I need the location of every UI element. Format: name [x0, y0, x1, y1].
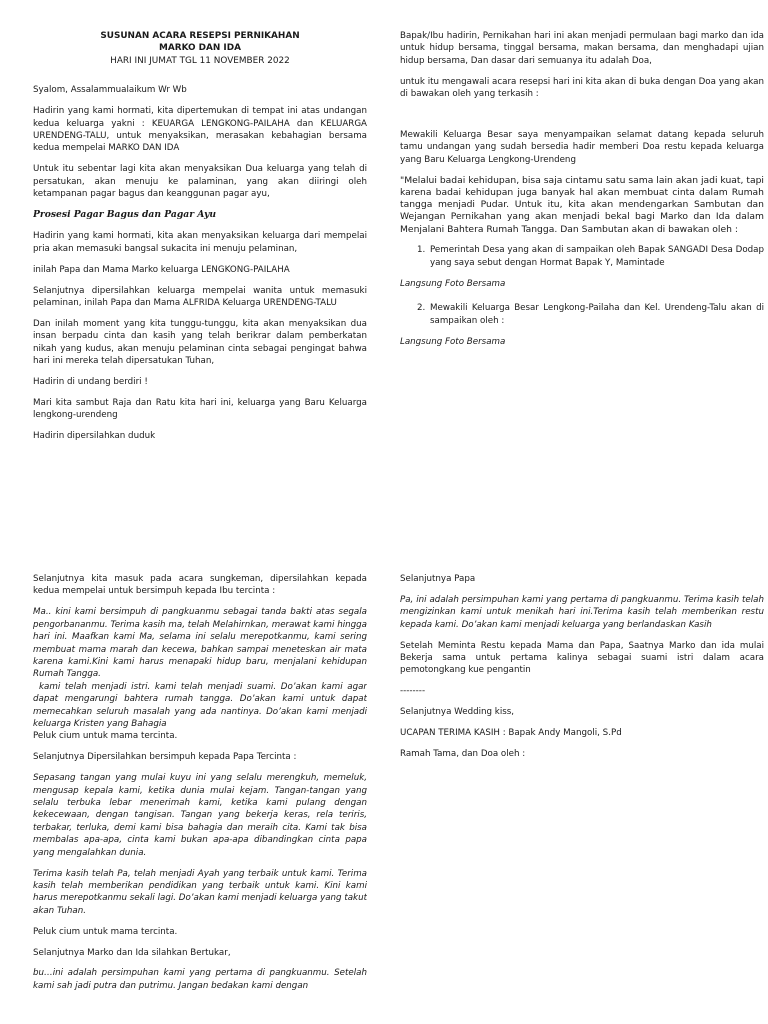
paragraph: Mewakili Keluarga Besar saya menyampaikan selamat datang kepada seluruh tamu undangan yang sudah bersedia hadir memberi Doa restu kepada keluarga yang Baru Keluarga Lengkong-Urendeng	[400, 130, 764, 165]
speech-list	[400, 302, 764, 327]
paragraph: Hadirin yang kami hormati, kita dipertemukan di tempat ini atas undangan kedua keluarga yakni : KEUARGA LENGKONG-PAILAHA dan KELUARGA URENDENG-TALU, untuk menyaksikan, merasakan kebahagian bersama kedua mempelai MARKO DAN IDA	[33, 106, 367, 154]
paragraph: Selanjutnya dipersilahkan keluarga mempelai wanita untuk memasuki pelaminan, inilah Papa dan Mama ALFRIDA Keluarga URENDENG-TALU	[33, 285, 367, 308]
event-date: HARI INI JUMAT TGL 11 NOVEMBER 2022	[110, 55, 290, 66]
paragraph: Selanjutnya Wedding kiss,	[400, 707, 515, 718]
paragraph: untuk itu mengawali acara resepsi hari ini kita akan di buka dengan Doa yang akan di bawakan oleh yang terkasih :	[400, 76, 764, 100]
italic-paragraph: Ma.. kini kami bersimpuh di pangkuanmu sebagai tanda bakti atas segala pengorbananmu. Terima kasih ma, telah Melahirnkan, merawat kami hingga hari ini. Maafkan kami Ma, selama ini selalu merepotkanmu, kami sering membuat mama marah dan kecewa, bahkan sampai meneteskan air mata karena kami.Kini kami harus menapaki hidup baru, menjalani kehidupan Rumah Tangga.	[33, 607, 367, 680]
spacer	[400, 109, 764, 129]
paragraph: Untuk itu sebentar lagi kita akan menyaksikan Dua keluarga yang telah di persatukan, akan menuju ke palaminan, yang akan diiringi oleh ketampanan pagar bagus dan keanggunan pagar ayu,	[33, 164, 367, 200]
page-gap	[0, 520, 768, 565]
page1-left-column	[33, 30, 367, 451]
document-title: SUSUNAN ACARA RESEPSI PERNIKAHAN	[100, 31, 300, 41]
list-item: 1. Pemerintah Desa yang akan di sampaikan oleh Bapak SANGADI Desa Dodap yang saya sebut dengan Hormat Bapak Y, Mamintade	[428, 244, 764, 269]
speech-list	[400, 244, 764, 269]
italic-paragraph: Pa, ini adalah persimpuhan kami yang pertama di pangkuanmu. Terima kasih telah mengizinkan kami untuk menikah hari ini.Terima kasih telah memberikan restu kepada kami. Do’akan kami menjadi keluarga yang berlandaskan Kasih	[400, 594, 764, 630]
italic-paragraph: Terima kasih telah Pa, telah menjadi Ayah yang terbaik untuk kami. Terima kasih telah memberikan pendidikan yang terbaik untuk kami. Kini kami harus merepotkanmu sekali lagi. Do’akan kami menjadi keluarga yang takut akan Tuhan.	[33, 868, 367, 916]
paragraph: Hadirin yang kami hormati, kita akan menyaksikan keluarga dari mempelai pria akan memasuki bangsal sukacita ini menuju pelaminan,	[33, 231, 367, 254]
paragraph: Hadirin di undang berdiri !	[33, 377, 148, 388]
separator-line: --------	[400, 686, 426, 697]
list-item: 2. Mewakili Keluarga Besar Lengkong-Pailaha dan Kel. Urendeng-Talu akan di sampaikan oleh :	[428, 302, 764, 327]
page1-right-column	[400, 30, 764, 361]
paragraph: Bapak/Ibu hadirin, Pernikahan hari ini akan menjadi permulaan bagi marko dan ida untuk hidup bersama, tinggal bersama, makan bersama, dan menghadapi ujian hidup bersama, Dan dasar dari semuanya itu adalah Doa,	[400, 31, 764, 66]
paragraph: UCAPAN TERIMA KASIH : Bapak Andy Mangoli, S.Pd	[400, 728, 622, 739]
document-page-2	[0, 565, 768, 1024]
paragraph: "Melalui badai kehidupan, bisa saja cintamu satu sama lain akan jadi kuat, tapi karena badai kehidupan juga banyak hal akan membuat cinta dalam Rumah tangga menjadi Pudar. Untuk itu, kita akan mendengarkan Sambutan dan Wejangan Pernikahan yang akan menjadi bekal bagi Marko dan Ida dalam Menjalani Bahtera Rumah Tangga. Dan Sambutan akan di bawakan oleh :	[400, 174, 764, 235]
paragraph: Peluk cium untuk mama tercinta.	[33, 731, 178, 742]
italic-paragraph: Sepasang tangan yang mulai kuyu ini yang selalu merengkuh, memeluk, mengusap kepala kami, ketika dunia mulai kejam. Tangan-tangan yang selalu terbuka lebar menerimah kami, ketika kami pulang dengan kekecewaan, dengan tangisan. Tangan yang bekerja keras, rela teriris, terbakar, terluka, demi kami bisa bahagia dan meraih cita. Kami tak bisa membalas apa-apa, cinta kami bukan apa-apa dibandingkan cinta papa yang mengalahkan dunia.	[33, 773, 367, 858]
document-header	[33, 30, 367, 67]
paragraph: Selanjutnya Dipersilahkan bersimpuh kepada Papa Tercinta :	[33, 752, 297, 763]
paragraph: inilah Papa dan Mama Marko keluarga LENGKONG-PAILAHA	[33, 264, 290, 275]
photo-label: Langsung Foto Bersama	[400, 279, 506, 290]
page2-left-column	[33, 573, 367, 1001]
photo-label: Langsung Foto Bersama	[400, 337, 506, 348]
paragraph: Ramah Tama, dan Doa oleh :	[400, 749, 526, 760]
paragraph: Peluk cium untuk mama tercinta.	[33, 926, 178, 937]
paragraph: Selanjutnya kita masuk pada acara sungkeman, dipersilahkan kepada kedua mempelai untuk bersimpuh kepada Ibu tercinta :	[33, 574, 367, 597]
italic-paragraph: bu…ini adalah persimpuhan kami yang pertama di pangkuanmu. Setelah kami sah jadi putra dan putrimu. Jangan bedakan kami dengan	[33, 968, 367, 991]
page2-right-column	[400, 573, 764, 769]
paragraph: Setelah Meminta Restu kepada Mama dan Papa, Saatnya Marko dan ida mulai Bekerja sama untuk pertama kalinya sebagai suami istri dalam acara pemotongkang kue pengantin	[400, 640, 764, 676]
paragraph: Mari kita sambut Raja dan Ratu kita hari ini, keluarga yang Baru Keluarga lengkong-urendeng	[33, 397, 367, 421]
paragraph: Dan inilah moment yang kita tunggu-tunggu, kita akan menyaksikan dua insan berpadu cinta dan kasih yang telah berikrar dalam pemberkatan nikah yang kudus, akan menuju pelaminan cinta sebagai pengingat bahwa hari ini mereka telah dipersatukan Tuhan,	[33, 318, 367, 367]
greeting: Syalom, Assalammualaikum Wr Wb	[33, 85, 187, 96]
paragraph: Selanjutnya Papa	[400, 574, 476, 584]
italic-paragraph: kami telah menjadi istri. kami telah menjadi suami. Do’akan kami agar dapat mengarungi bahtera rumah tangga. Do’akan kami untuk dapat memecahkan seluruh masalah yang ada nantinya. Do’akan kami menjadi keluarga Kristen yang Bahagia	[33, 681, 367, 729]
paragraph: Hadirin dipersilahkan duduk	[33, 431, 156, 442]
paragraph: Selanjutnya Marko dan Ida silahkan Bertukar,	[33, 947, 231, 958]
section-subtitle: Prosesi Pagar Bagus dan Pagar Ayu	[33, 208, 217, 220]
couple-names: MARKO DAN IDA	[159, 43, 241, 54]
